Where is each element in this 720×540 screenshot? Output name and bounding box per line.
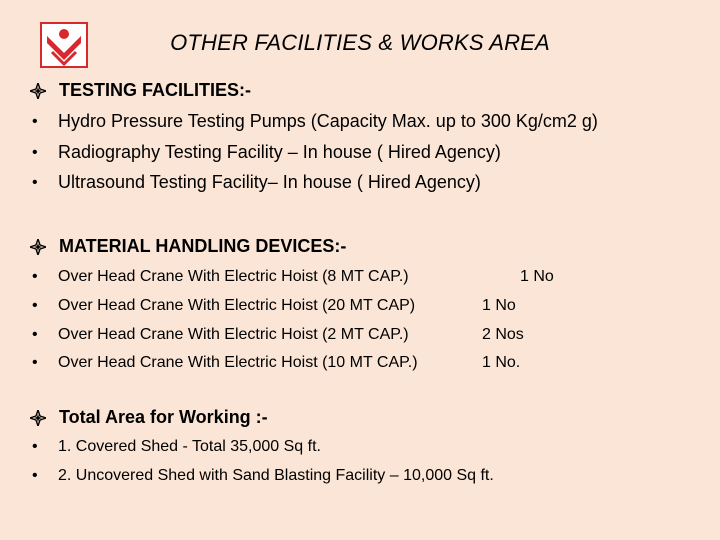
crane-label: Over Head Crane With Electric Hoist (10 MT CAP.) — [58, 354, 418, 371]
list-item: • Over Head Crane With Electric Hoist (8 MT CAP.) — [32, 268, 409, 285]
diamond-bullet-icon — [30, 83, 46, 99]
section-heading-label: TESTING FACILITIES:- — [59, 80, 251, 100]
list-item: • Radiography Testing Facility – In house ( Hired Agency) — [32, 142, 501, 162]
crane-quantity: 2 Nos — [482, 326, 524, 343]
list-item: • Over Head Crane With Electric Hoist (10 MT CAP.) — [32, 354, 418, 371]
list-item-text: Hydro Pressure Testing Pumps (Capacity Max. up to 300 Kg/cm2 g) — [58, 111, 598, 131]
list-item: • Ultrasound Testing Facility– In house ( Hired Agency) — [32, 172, 481, 192]
section-heading-total-area — [30, 407, 268, 428]
list-item: • 1. Covered Shed - Total 35,000 Sq ft. — [32, 438, 321, 455]
section-heading-label: Total Area for Working :- — [59, 407, 268, 427]
list-item-text: 1. Covered Shed - Total 35,000 Sq ft. — [58, 438, 321, 455]
crane-quantity: 1 No — [482, 297, 516, 314]
page-title: OTHER FACILITIES & WORKS AREA — [170, 30, 550, 55]
list-item-text: Ultrasound Testing Facility– In house ( Hired Agency) — [58, 172, 481, 192]
section-heading-testing — [30, 80, 251, 101]
list-item-text: Radiography Testing Facility – In house ( Hired Agency) — [58, 142, 501, 162]
diamond-bullet-icon — [30, 239, 46, 255]
section-heading-material-handling — [30, 236, 346, 257]
list-item: • Over Head Crane With Electric Hoist (20 MT CAP) — [32, 297, 416, 314]
list-item: • Hydro Pressure Testing Pumps (Capacity Max. up to 300 Kg/cm2 g) — [32, 111, 598, 131]
crane-label: Over Head Crane With Electric Hoist (20 MT CAP) — [58, 297, 416, 314]
crane-label: Over Head Crane With Electric Hoist (8 MT CAP.) — [58, 268, 409, 285]
crane-label: Over Head Crane With Electric Hoist (2 MT CAP.) — [58, 326, 409, 343]
section-heading-label: MATERIAL HANDLING DEVICES:- — [59, 236, 347, 256]
diamond-bullet-icon — [30, 410, 46, 426]
list-item: • Over Head Crane With Electric Hoist (2 MT CAP.) — [32, 326, 409, 343]
crane-quantity: 1 No. — [482, 354, 521, 371]
list-item-text: 2. Uncovered Shed with Sand Blasting Facility – 10,000 Sq ft. — [58, 467, 494, 484]
crane-quantity: 1 No — [520, 268, 554, 285]
list-item: • 2. Uncovered Shed with Sand Blasting Facility – 10,000 Sq ft. — [32, 467, 494, 484]
